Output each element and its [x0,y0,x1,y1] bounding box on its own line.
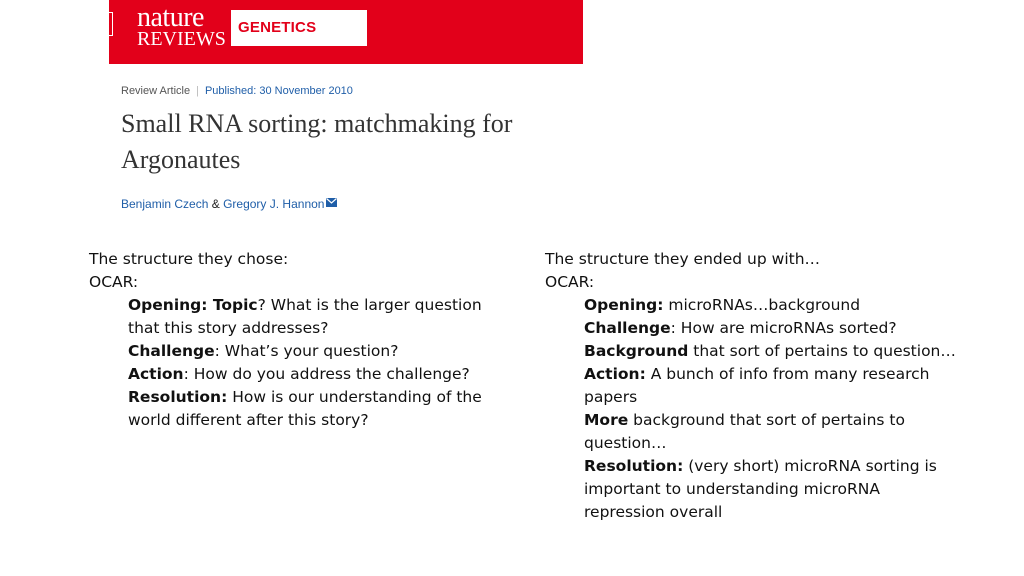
list-item [89,386,509,409]
journal-banner [109,0,583,64]
item-label: Resolution: [584,457,684,475]
list-item [545,478,1015,501]
list-item [545,409,1015,432]
item-text: : How are microRNAs sorted? [670,319,897,337]
item-text: : What’s your question? [214,342,399,360]
list-item [545,455,1015,478]
item-label: Opening: Topic [128,296,258,314]
item-text: papers [584,388,638,406]
article-screenshot [109,0,583,222]
mail-icon[interactable] [326,195,337,211]
ended-structure [545,248,1015,524]
article-title-line: Small RNA sorting: matchmaking for [121,109,513,138]
article-title-line: Argonautes [121,145,241,174]
item-text: ? What is the larger question [257,296,482,314]
item-text: How is our understanding of the [227,388,482,406]
author-link[interactable]: Gregory J. Hannon [223,197,325,211]
logo-reviews: REVIEWS [137,28,226,50]
article-title [121,106,581,178]
list-item [545,340,1015,363]
published-date[interactable]: Published: 30 November 2010 [204,85,353,97]
column-intro: The structure they chose: [89,250,289,268]
article-type: Review Article [121,85,191,97]
author-link[interactable]: Benjamin Czech [121,197,209,211]
list-item [89,363,509,386]
meta-separator: | [196,85,199,97]
list-item [89,294,509,317]
item-text: question… [584,434,667,452]
list-item [545,317,1015,340]
list-item [545,501,1015,524]
item-text: : How do you address the challenge? [183,365,470,383]
logo-genetics: GENETICS [231,10,367,46]
item-text: A bunch of info from many research [645,365,930,383]
article-meta [121,84,353,98]
list-item [545,363,1015,386]
item-text: that this story addresses? [128,319,329,337]
item-label: Challenge [584,319,671,337]
item-label: Challenge [128,342,215,360]
item-label: Opening: [584,296,664,314]
item-label: Resolution: [128,388,228,406]
item-text: world different after this story? [128,411,369,429]
item-text: important to understanding microRNA [584,480,881,498]
bracket-icon [109,12,113,36]
author-ampersand: & [211,197,220,211]
item-text: (very short) microRNA sorting is [683,457,937,475]
chosen-structure [89,248,509,432]
list-item [545,294,1015,317]
item-label: Action: [584,365,646,383]
logo-nature: nature [137,2,204,33]
item-label: Action [128,365,184,383]
ocar-label: OCAR: [89,273,139,291]
ocar-label: OCAR: [545,273,595,291]
list-item [89,317,509,340]
list-item [89,409,509,432]
list-item [89,340,509,363]
item-text: background that sort of pertains to [628,411,905,429]
list-item [545,432,1015,455]
item-text: that sort of pertains to question… [688,342,956,360]
column-intro: The structure they ended up with… [545,250,821,268]
list-item [545,386,1015,409]
item-text: repression overall [584,503,723,521]
item-text: microRNAs…background [663,296,861,314]
item-label: Background [584,342,689,360]
item-label: More [584,411,629,429]
authors [121,195,337,212]
